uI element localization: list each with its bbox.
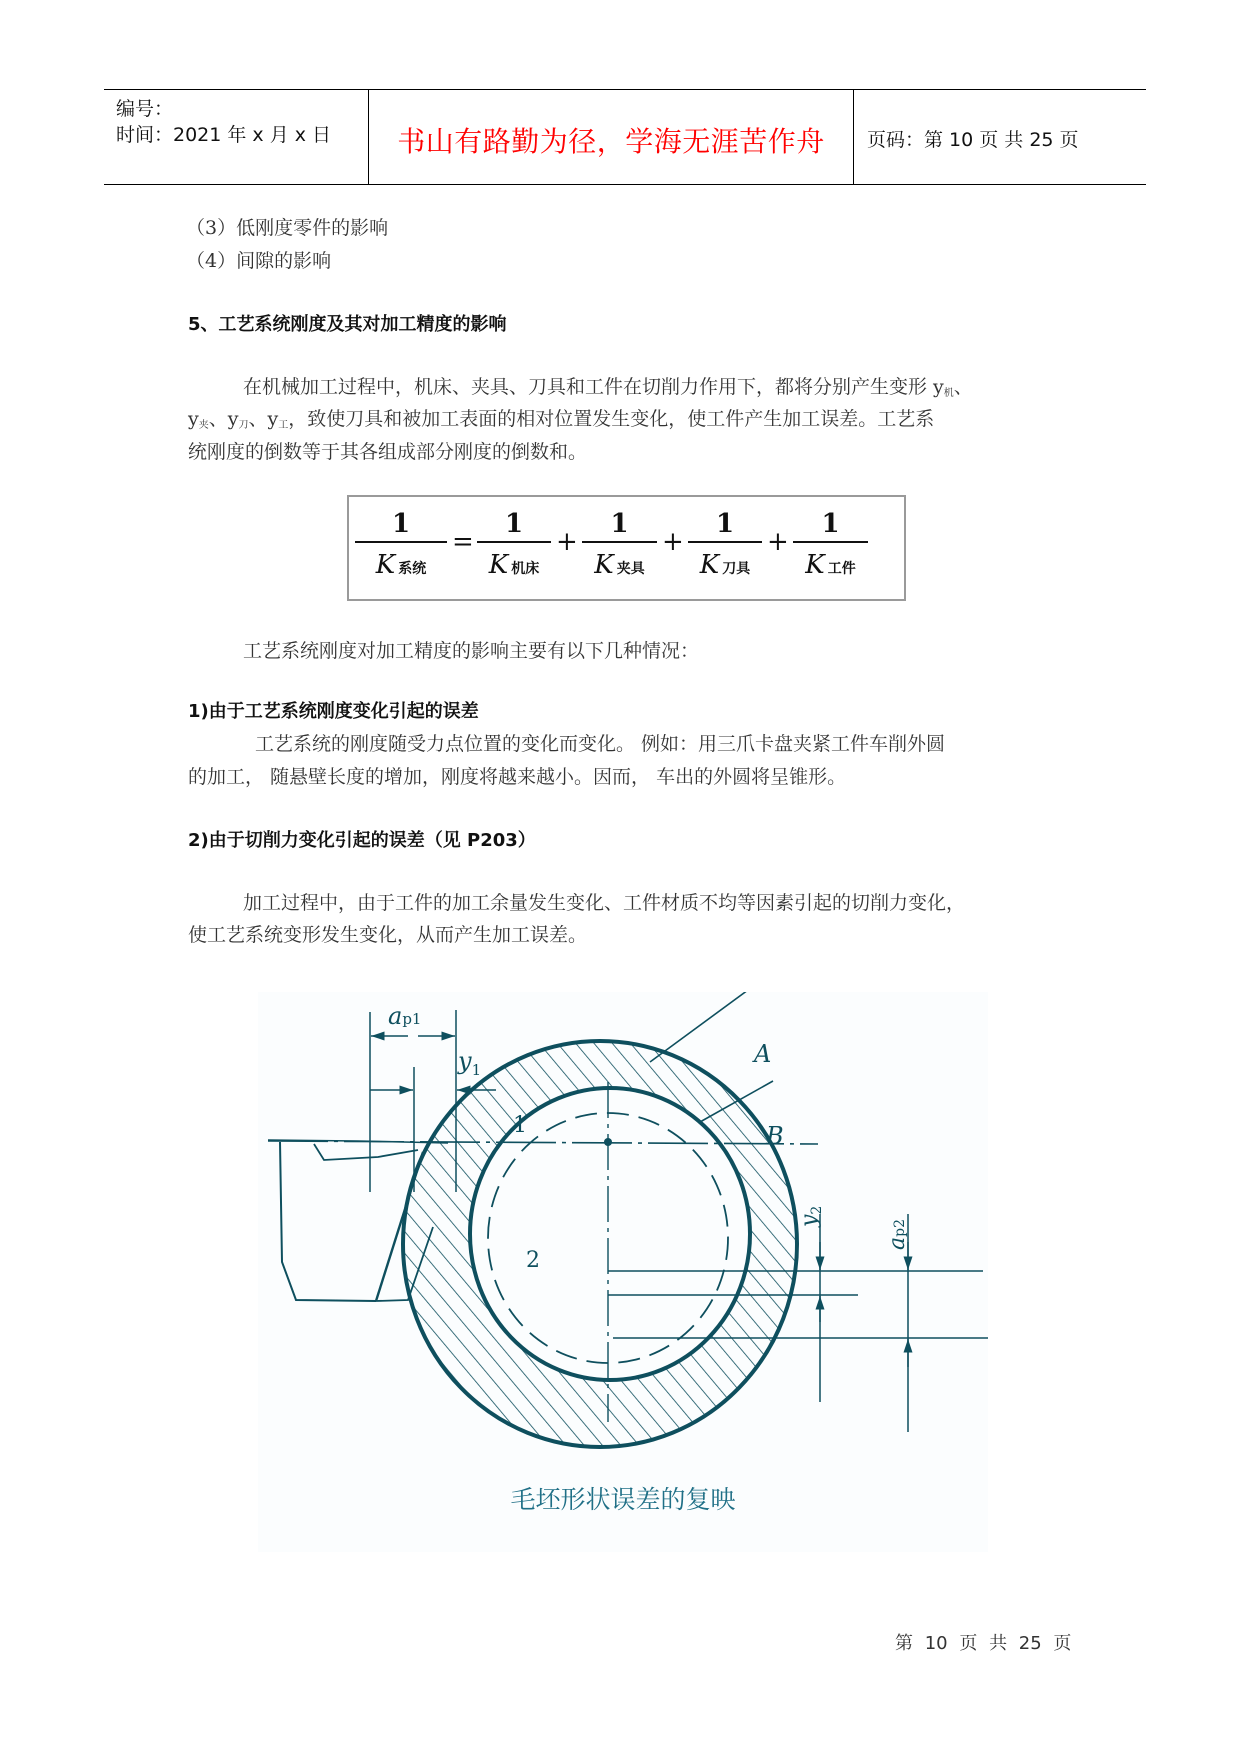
subsection-title: 1)由于工艺系统刚度变化引起的误差 (188, 701, 479, 722)
leader-A (650, 992, 748, 1062)
page-header (104, 89, 1146, 185)
formula-subscript: 系统 (398, 561, 427, 577)
page-footer: 第 10 页 共 25 页 (895, 1633, 1072, 1654)
formula-fraction (582, 507, 657, 583)
formula-denominator (355, 543, 447, 583)
label-ap2: a (885, 1236, 910, 1250)
formula-subscript: 夹具 (616, 561, 645, 577)
tool-body (280, 1142, 376, 1301)
stiffness-formula (347, 495, 906, 601)
formula-symbol: K (699, 550, 720, 580)
label-point-1: 1 (513, 1113, 527, 1138)
label-y1: y (458, 1047, 472, 1075)
list-item: （3）低刚度零件的影响 (186, 217, 389, 239)
formula-subscript: 工件 (827, 561, 856, 577)
center-point (604, 1138, 612, 1146)
formula-fraction (793, 507, 868, 583)
paragraph-line: 的加工， 随悬壁长度的增加，刚度将越来越小。因而， 车出的外圆将呈锥形。 (188, 766, 847, 788)
formula-symbol: K (805, 550, 825, 580)
formula-fraction (477, 507, 551, 583)
document-date: 时间：2021 年 x 月 x 日 (116, 124, 332, 146)
label-ap2-sub: p2 (892, 1219, 908, 1237)
figure-drawing (258, 992, 988, 1552)
formula-denominator (477, 543, 551, 583)
section-title: 5、工艺系统刚度及其对加工精度的影响 (188, 314, 507, 335)
list-item: （4）间隙的影响 (186, 250, 332, 272)
formula-subscript: 机床 (511, 561, 540, 577)
figure-caption: 毛坯形状误差的复映 (510, 1485, 736, 1514)
formula-numerator: 1 (821, 509, 840, 539)
paragraph-line (188, 404, 934, 431)
document-number-label: 编号： (116, 98, 174, 120)
paragraph-text: 、y (248, 408, 279, 430)
formula-symbol: K (375, 550, 396, 580)
formula-denominator (582, 543, 657, 583)
equals-sign: = (452, 527, 474, 557)
formula-fraction (688, 507, 762, 583)
label-y1-sub: 1 (471, 1061, 482, 1079)
formula-symbol: K (488, 550, 509, 580)
formula-fraction (355, 507, 447, 583)
formula-numerator: 1 (715, 509, 735, 539)
subscript: 刀 (238, 420, 249, 431)
label-point-2: 2 (526, 1248, 540, 1273)
label-A: A (754, 1040, 772, 1068)
header-meta-cell (104, 90, 369, 184)
paragraph-line: 使工艺系统变形发生变化，从而产生加工误差。 (188, 924, 588, 946)
formula-subscript: 刀具 (722, 561, 751, 577)
figure-lines (258, 992, 988, 1447)
label-y2-sub: 2 (809, 1205, 825, 1215)
subsection-title: 2)由于切削力变化引起的误差（见 P203） (188, 830, 536, 851)
blank-shape-error-figure (258, 992, 988, 1552)
header-motto-cell (369, 90, 854, 184)
paragraph-line: 统刚度的倒数等于其各组成部分刚度的倒数和。 (188, 441, 588, 463)
paragraph-line: 工艺系统刚度对加工精度的影响主要有以下几种情况： (243, 640, 700, 662)
label-B: B (766, 1122, 784, 1150)
plus-sign: + (767, 527, 789, 557)
formula-numerator: 1 (504, 509, 524, 539)
label-y2: y (797, 1214, 822, 1227)
formula-denominator (688, 543, 762, 583)
formula-numerator: 1 (610, 509, 629, 539)
subscript: 夹 (198, 420, 209, 431)
paragraph-text: 在机械加工过程中，机床、夹具、刀具和工件在切削力作用下，都将分别产生变形 y (243, 376, 944, 398)
subscript: 机 (943, 388, 954, 399)
plus-sign: + (662, 527, 684, 557)
paragraph-text: 、y (208, 408, 239, 430)
svg-text:ap1 (388, 1002, 421, 1030)
label-ap1-sub: p1 (402, 1010, 422, 1028)
header-page-info: 页码：第 10 页 共 25 页 (867, 129, 1079, 151)
formula-symbol: K (594, 550, 614, 580)
formula-denominator (793, 543, 868, 583)
paragraph-line: 工艺系统的刚度随受力点位置的变化而变化。 例如：用三爪卡盘夹紧工件车削外圆 (255, 733, 946, 755)
label-ap1: a (388, 1002, 403, 1030)
tool-tip (314, 1144, 418, 1160)
svg-text:y2 (797, 1206, 825, 1228)
svg-text:ap2 (885, 1219, 910, 1250)
paragraph-text: 、 (953, 376, 973, 398)
header-motto: 书山有路勤为径，学海无涯苦作舟 (397, 125, 825, 158)
paragraph-text: ，致使刀具和被加工表面的相对位置发生变化，使工件产生加工误差。工艺系 (288, 408, 935, 430)
paragraph-text: y (188, 408, 199, 430)
formula-numerator: 1 (391, 509, 411, 539)
header-page-cell (855, 90, 1145, 184)
paragraph-line (243, 372, 973, 399)
subscript: 工 (278, 420, 289, 431)
hatched-ring (403, 1041, 797, 1447)
svg-text:y1 (457, 1047, 481, 1079)
plus-sign: + (556, 527, 578, 557)
paragraph-line: 加工过程中，由于工件的加工余量发生变化、工件材质不均等因素引起的切削力变化， (243, 892, 966, 914)
